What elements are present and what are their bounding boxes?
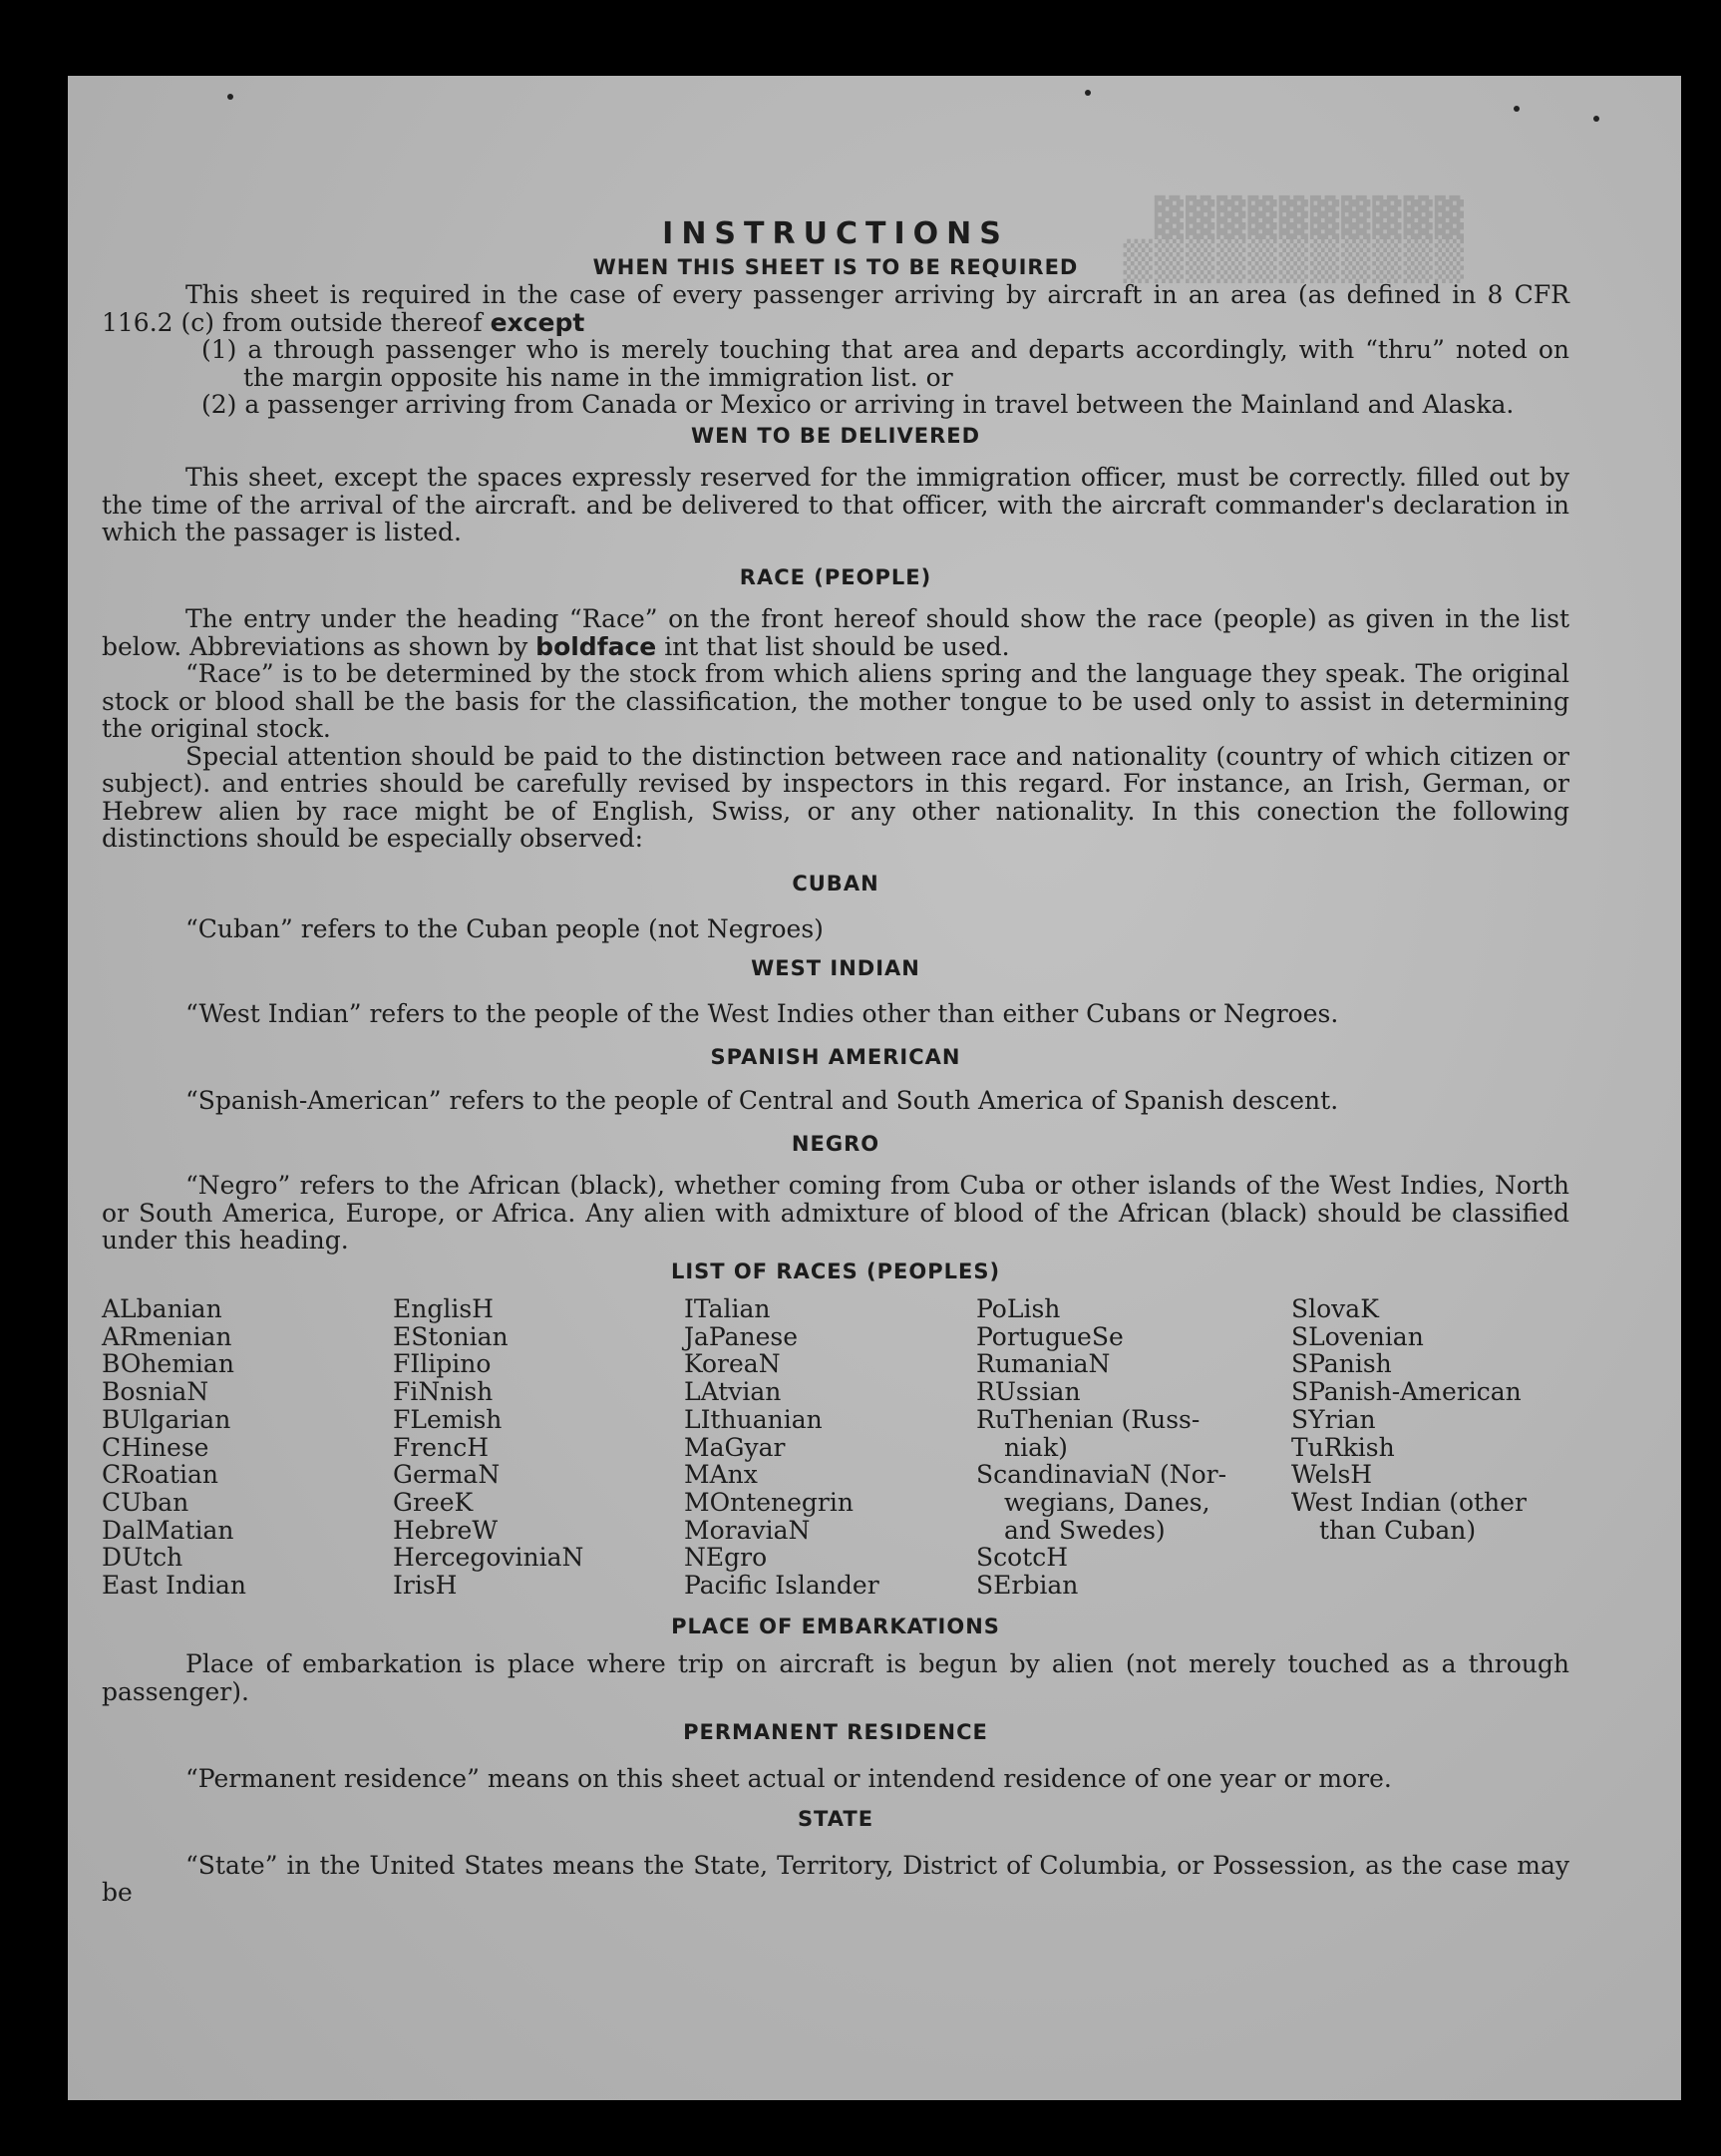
bleed-through-text: ▓▓▓▓▓▓▓▓▓▓ ▒▒▒▒▒▒▒▒▒▒▒ [1121,195,1464,283]
speck [1593,116,1599,122]
race-entry: GreeK [393,1487,474,1517]
west-indian-text: “West Indian” refers to the people of the West Indies other than either Cubans or Negroes. [185,999,1339,1028]
race-entry: MoraviaN [684,1515,811,1545]
race-entry: East Indian [102,1571,246,1601]
races-column-4 [976,1295,1291,1600]
race-entry: PortugueSe [976,1321,1124,1351]
race-entry: Pacific Islander [684,1571,879,1601]
race-entry: LAtvian [684,1377,782,1407]
race-entry: MAnx [684,1460,758,1490]
races-column-5 [1291,1295,1570,1600]
race-entry: ScotcH [976,1543,1069,1573]
heading-negro: NEGRO [791,1131,880,1156]
race-entry: RumaniaN [976,1349,1111,1379]
heading-state: STATE [797,1807,874,1832]
race-entry: MaGyar [684,1432,786,1462]
race-entry-continued: than Cuban) [1319,1515,1477,1545]
race-entry: JaPanese [684,1321,799,1351]
heading-list-of-races: LIST OF RACES (PEOPLES) [670,1258,1001,1283]
exception-item-1: (1) a through passenger who is merely touching that area and departs accordingly, with “thru” noted on the margin opposite his name in the immigration list. or [201,335,1569,392]
races-column-2 [393,1295,684,1600]
race-paragraph-3: Special attention should be paid to the distinction between race and nationality (country of which citizen or subject). and entries should be carefully revised by inspectors in this regard. For instance, an Irish, German, or Hebrew alien by race might be of English, Swiss, or any other nationality. In this conection the following distinctions should be especially observed: [102,741,1569,853]
instructions-body [102,216,1569,1908]
race-entry: SErbian [976,1571,1079,1601]
race-entry: SYrian [1291,1404,1376,1434]
negro-text: “Negro” refers to the African (black), whether coming from Cuba or other islands of the West Indies, North or South America, Europe, or Africa. Any alien with admixture of blood of the African (black) should be classified under this heading. [102,1171,1569,1255]
races-column-1 [102,1295,393,1600]
race-entry: FiNnish [393,1377,494,1407]
race-entry: EnglisH [393,1294,494,1323]
heading-embarkation: PLACE OF EMBARKATIONS [671,1614,1000,1638]
race-entry: FLemish [393,1404,503,1434]
heading-permanent-residence: PERMANENT RESIDENCE [683,1720,988,1745]
exception-item-2: (2) a passenger arriving from Canada or Mexico or arriving in travel between the Mainland and Alaska. [201,390,1515,419]
speck [1085,90,1091,96]
page-title: INSTRUCTIONS [662,216,1009,251]
race-entry: KoreaN [684,1349,781,1379]
race-entry: CHinese [102,1432,209,1462]
heading-west-indian: WEST INDIAN [751,955,920,980]
race-entry: SLovenian [1291,1321,1424,1351]
race-entry-continued: wegians, Danes, [1004,1487,1210,1517]
heading-race: RACE (PEOPLE) [739,564,932,589]
race-entry: West Indian (other [1291,1487,1527,1517]
race-entry: RUssian [976,1377,1081,1407]
except-bold: except [490,307,585,337]
race-paragraph-2: “Race” is to be determined by the stock from which aliens spring and the language they speak. The original stock or blood shall be the basis for the classification, the mother tongue to be used only to assist in determining the original stock. [102,659,1569,743]
speck [1514,106,1520,112]
race-entry: BosniaN [102,1377,209,1407]
race-paragraph-1 [102,605,1569,660]
race-entry: CUban [102,1487,189,1517]
race-entry-continued: and Swedes) [1004,1515,1166,1545]
race-entry: TuRkish [1291,1432,1395,1462]
intro-text: This sheet is required in the case of every passenger arriving by aircraft in an area (as defined in 8 CFR 116.2 (c) from outside thereof [102,280,1569,337]
race-entry: SlovaK [1291,1294,1379,1323]
race-entry: DUtch [102,1543,183,1573]
cuban-text: “Cuban” refers to the Cuban people (not Negroes) [185,914,824,943]
when-required-intro [102,281,1569,336]
race-entry: MOntenegrin [684,1487,854,1517]
race-entry: SPanish-American [1291,1377,1522,1407]
race-p1-end: int that list should be used. [664,631,1010,661]
race-entry-continued: niak) [1004,1432,1068,1462]
race-entry: HebreW [393,1515,499,1545]
race-entry: EStonian [393,1321,509,1351]
races-list [102,1295,1569,1600]
race-entry: NEgro [684,1543,768,1573]
race-entry: RuThenian (Russ- [976,1404,1201,1434]
race-entry: SPanish [1291,1349,1392,1379]
speck [227,94,233,100]
heading-when-delivered: WEN TO BE DELIVERED [690,423,981,448]
race-entry: WelsH [1291,1460,1373,1490]
heading-cuban: CUBAN [792,871,879,896]
boldface-word: boldface [535,631,657,661]
race-entry: BUlgarian [102,1404,231,1434]
race-entry: CRoatian [102,1460,218,1490]
race-entry: GermaN [393,1460,501,1490]
race-entry: ARmenian [102,1321,232,1351]
race-entry: FIlipino [393,1349,492,1379]
race-entry: DalMatian [102,1515,234,1545]
race-entry: IrisH [393,1571,458,1601]
race-entry: HercegoviniaN [393,1543,584,1573]
race-entry: ScandinaviaN (Nor- [976,1460,1227,1490]
race-entry: PoLish [976,1294,1061,1323]
heading-when-required: WHEN THIS SHEET IS TO BE REQUIRED [592,254,1079,279]
races-column-3 [684,1295,976,1600]
race-p1-start: The entry under the heading “Race” on the front hereof should show the race (people) as given in the list below. Abbreviations as shown by [102,604,1569,661]
race-entry: ITalian [684,1294,771,1323]
race-entry: FrencH [393,1432,489,1462]
document-page [68,76,1681,2100]
race-entry: LIthuanian [684,1404,823,1434]
residence-text: “Permanent residence” means on this sheet actual or intendend residence of one year or more. [185,1763,1392,1793]
state-text: “State” in the United States means the State, Territory, District of Columbia, or Possession, as the case may be [102,1850,1569,1908]
embarkation-text: Place of embarkation is place where trip on aircraft is begun by alien (not merely touched as a through passenger). [102,1649,1569,1706]
race-entry: ALbanian [102,1294,222,1323]
when-delivered-text: This sheet, except the spaces expressly reserved for the immigration officer, must be correctly. filled out by the time of the arrival of the aircraft. and be delivered to that officer, with the aircraft commander's declaration in which the passager is listed. [102,463,1569,546]
spanish-american-text: “Spanish-American” refers to the people of Central and South America of Spanish descent. [185,1086,1339,1115]
race-entry: BOhemian [102,1349,234,1379]
heading-spanish-american: SPANISH AMERICAN [710,1044,961,1069]
